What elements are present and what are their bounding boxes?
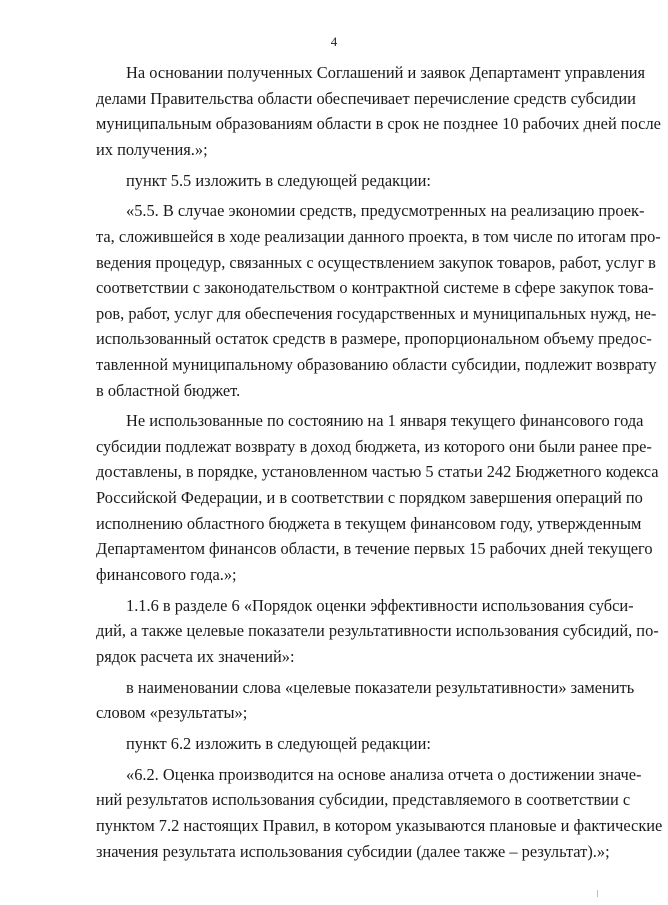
text-line: 1.1.6 в разделе 6 «Порядок оценки эффективности использования субси- xyxy=(126,595,634,615)
text-line: субсидии подлежат возврату в доход бюджета, из которого они были ранее пре- xyxy=(96,436,652,456)
text-line: дий, а также целевые показатели результативности использования субсидий, по- xyxy=(96,621,659,641)
paragraph xyxy=(96,593,659,670)
text-line: в областной бюджет. xyxy=(96,380,241,400)
text-line: ний результатов использования субсидии, представляемого в соответствии с xyxy=(96,790,631,810)
text-line: пункт 5.5 изложить в следующей редакции: xyxy=(126,170,431,190)
paragraph xyxy=(96,762,663,864)
text-line: в наименовании слова «целевые показатели результативности» заменить xyxy=(126,677,635,697)
text-line: их получения.»; xyxy=(96,139,208,159)
text-line: значения результата использования субсидии (далее также – результат).»; xyxy=(96,841,610,861)
document-body xyxy=(96,60,663,869)
text-line: та, сложившейся в ходе реализации данного проекта, в том числе по итогам про- xyxy=(96,226,661,246)
text-line: На основании полученных Соглашений и заявок Департамент управления xyxy=(126,63,646,82)
text-line: Российской Федерации, и в соответствии с порядком завершения операций по xyxy=(96,488,643,508)
page-number: 4 xyxy=(330,34,338,49)
paragraph xyxy=(96,675,635,726)
text-line: доставлены, в порядке, установленном частью 5 статьи 242 Бюджетного кодекса xyxy=(96,462,659,482)
text-line: «6.2. Оценка производится на основе анализа отчета о достижении значе- xyxy=(126,764,642,784)
text-line: ведения процедур, связанных с осуществлением закупок товаров, работ, услуг в xyxy=(96,252,656,272)
text-line: тавленной муниципальному образованию области субсидии, подлежит возврату xyxy=(96,354,657,374)
text-line: ров, работ, услуг для обеспечения государственных и муниципальных нужд, не- xyxy=(96,303,657,323)
text-line: словом «результаты»; xyxy=(96,703,248,723)
text-line: финансового года.»; xyxy=(96,564,237,584)
text-line: муниципальным образованиям области в срок не позднее 10 рабочих дней после xyxy=(96,114,661,134)
text-line: Не использованные по состоянию на 1 января текущего финансового года xyxy=(126,411,644,431)
text-line: использованный остаток средств в размере, пропорциональном объему предос- xyxy=(96,329,652,349)
paragraph xyxy=(96,731,600,757)
text-line: рядок расчета их значений»: xyxy=(96,646,295,666)
paragraph xyxy=(96,168,600,194)
text-line: соответствии с законодательством о контрактной системе в сфере закупок това- xyxy=(96,278,654,298)
paragraph xyxy=(96,60,661,162)
scan-edge-mark xyxy=(597,890,598,897)
text-line: делами Правительства области обеспечивает перечисление средств субсидии xyxy=(96,88,636,108)
paragraph xyxy=(96,408,659,587)
text-line: пункт 6.2 изложить в следующей редакции: xyxy=(126,733,431,753)
paragraph xyxy=(96,198,661,403)
text-line: «5.5. В случае экономии средств, предусмотренных на реализацию проек- xyxy=(126,201,645,221)
text-line: исполнению областного бюджета в текущем финансовом году, утвержденным xyxy=(96,513,642,533)
text-line: пунктом 7.2 настоящих Правил, в котором указываются плановые и фактические xyxy=(96,815,663,835)
text-line: Департаментом финансов области, в течение первых 15 рабочих дней текущего xyxy=(96,539,653,559)
